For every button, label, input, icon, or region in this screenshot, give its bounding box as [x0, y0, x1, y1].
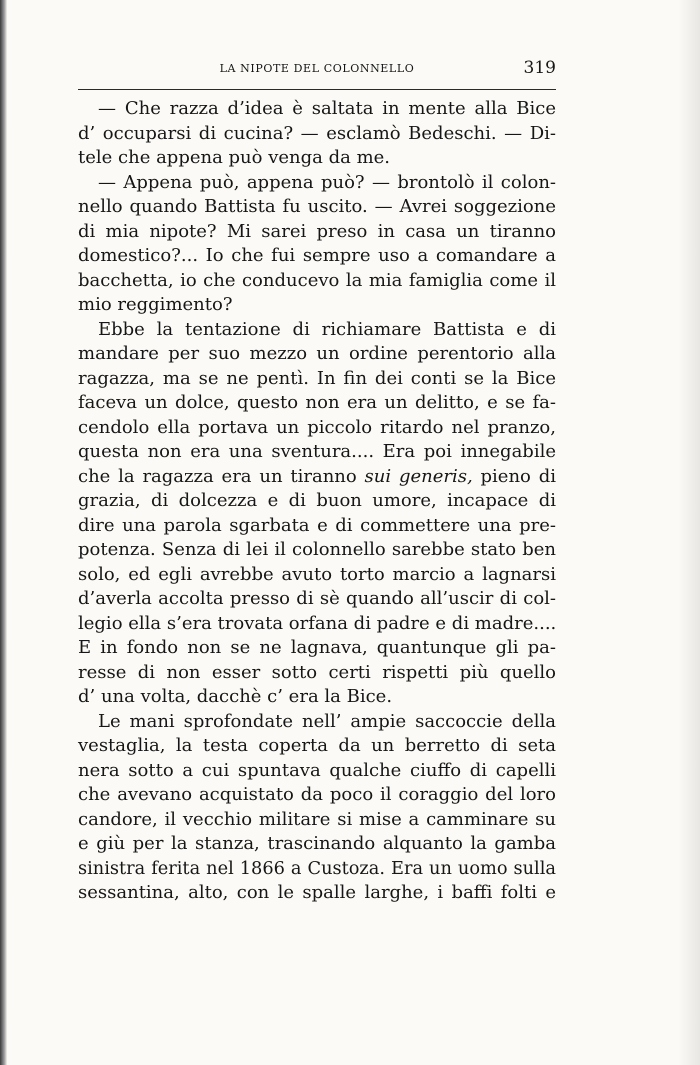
text-line: ragazza, ma se ne pentì. In fin dei conti se la Bice [78, 367, 556, 389]
text-line: bacchetta, io che conducevo la mia famiglia come il [78, 269, 556, 291]
text-line: potenza. Senza di lei il colonnello sarebbe stato ben [78, 539, 556, 560]
text-line: d’averla accolta presso di sè quando all’uscir di col- [78, 588, 556, 609]
text-segment: che la ragazza era un tiranno [78, 465, 357, 487]
header-rule [78, 89, 556, 90]
page-header [78, 58, 556, 82]
text-line: dire una parola sgarbata e di commettere una pre- [78, 514, 556, 536]
text-line: Ebbe la tentazione di richiamare Battista e di [98, 318, 556, 340]
text-line: — Che razza d’idea è saltata in mente alla Bice [98, 98, 556, 119]
text-line: d’ una volta, dacchè c’ era la Bice. [78, 686, 393, 707]
page-edge-shadow [678, 0, 700, 1065]
text-line: resse di non esser sotto certi rispetti più quello [78, 661, 556, 683]
binding-shadow [0, 0, 7, 1065]
italic-phrase: sui generis, [364, 465, 473, 487]
body-text [78, 97, 556, 906]
text-line: cendolo ella portava un piccolo ritardo nel pranzo, [78, 416, 556, 438]
text-line: vestaglia, la testa coperta da un berretto di seta [78, 735, 556, 756]
text-line: questa non era una sventura.... Era poi innegabile [78, 441, 556, 462]
text-line: di mia nipote? Mi sarei preso in casa un tiranno [78, 220, 556, 242]
text-line: mandare per suo mezzo un ordine perentorio alla [78, 343, 556, 364]
text-line-mixed [78, 465, 556, 490]
text-line: solo, ed egli avrebbe avuto torto marcio a lagnarsi [78, 563, 556, 585]
text-line: e giù per la stanza, trascinando alquanto la gamba [78, 833, 556, 854]
text-line: — Appena può, appena può? — brontolò il colon- [98, 171, 556, 193]
text-line: mio reggimento? [78, 294, 233, 315]
text-line: faceva un dolce, questo non era un delitto, e se fa- [78, 392, 556, 413]
running-title: LA NIPOTE DEL COLONNELLO [219, 62, 415, 75]
text-line: candore, il vecchio militare si mise a camminare su [78, 808, 556, 830]
text-line: sessantina, alto, con le spalle larghe, i baffi folti e [78, 882, 556, 903]
text-line: Le mani sprofondate nell’ ampie saccoccie della [98, 710, 556, 732]
text-line: tele che appena può venga da me. [78, 147, 391, 168]
text-segment: pieno di [480, 465, 556, 487]
text-line: che avevano acquistato da poco il coraggio del loro [78, 784, 556, 805]
page-number: 319 [523, 58, 556, 78]
text-line: sinistra ferita nel 1866 a Custoza. Era un uomo sulla [78, 858, 556, 879]
text-line: domestico?... Io che fui sempre uso a comandare a [78, 245, 556, 266]
text-line: nera sotto a cui spuntava qualche ciuffo di capelli [78, 759, 556, 781]
text-line: legio ella s’era trovata orfana di padre e di madre.... [78, 612, 557, 634]
text-line: E in fondo non se ne lagnava, quantunque gli pa- [78, 637, 556, 658]
text-line: grazia, di dolcezza e di buon umore, incapace di [78, 490, 556, 511]
text-line: nello quando Battista fu uscito. — Avrei soggezione [78, 196, 556, 217]
text-line: d’ occuparsi di cucina? — esclamò Bedeschi. — Di- [78, 122, 556, 144]
